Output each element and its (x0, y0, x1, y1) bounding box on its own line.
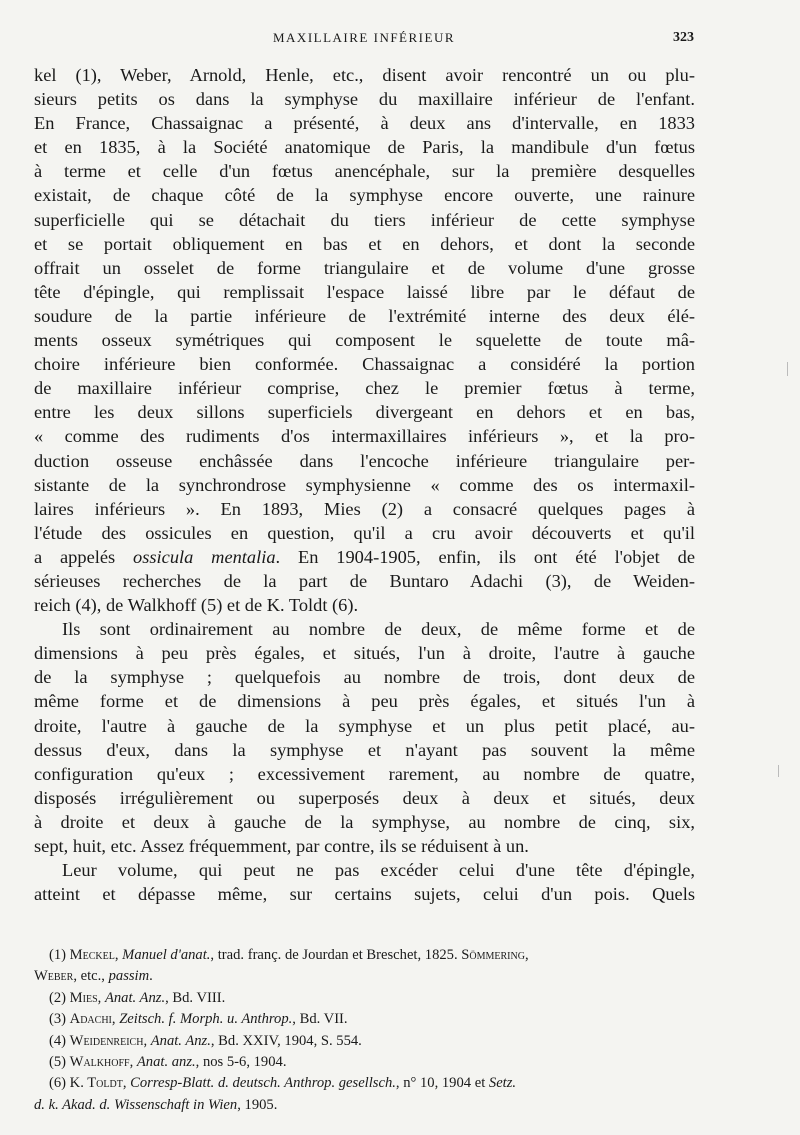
footnote-mark: (2) (49, 989, 70, 1006)
footnote-sep: , (143, 1032, 151, 1049)
footnote-title: Corresp-Blatt. d. deutsch. Anthrop. gesellsch. (130, 1075, 396, 1092)
footnote-1: (1) Meckel, Manuel d'anat., trad. franç. de Jourdan et Breschet, 1825. Sömmering, (49, 947, 529, 963)
footnote-sep: , (97, 989, 105, 1006)
text-line: laires inférieurs ». En 1893, Mies (2) a consacré quelques pages à (34, 498, 695, 519)
footnote-mark: (1) (49, 947, 70, 963)
text-line: sieurs petits os dans la symphyse du maxillaire inférieur de l'enfant. (34, 89, 695, 110)
footnote-title: Manuel d'anat. (122, 947, 211, 963)
text-line: tête d'épingle, qui remplissait l'espace laissé libre par le défaut de (34, 281, 695, 302)
text-line: sept, huit, etc. Assez fréquemment, par contre, ils se réduisent à un. (34, 836, 529, 856)
text-line: de maxillaire inférieur comprise, chez le premier fœtus à terme, (34, 378, 695, 399)
footnote-sep: , (111, 1011, 120, 1028)
footnote-5 (34, 1052, 695, 1073)
text-line: dimensions à peu près égales, et situés, l'un à droite, l'autre à gauche (34, 643, 695, 664)
footnote-3 (34, 1009, 695, 1030)
footnote-title: Setz. (488, 1075, 517, 1092)
text-segment: . En 1904-1905, enfin, ils ont été l'objet de (275, 546, 695, 567)
footnote-title: Zeitsch. f. Morph. u. Anthrop. (119, 1011, 293, 1028)
footnote-sep: , (129, 1054, 137, 1071)
footnote-rest: , 1905. (237, 1096, 278, 1113)
paragraph-2 (34, 617, 695, 858)
paragraph-1 (34, 63, 695, 617)
text-line: superficielle qui se détachait du tiers inférieur de cette symphyse (34, 209, 695, 230)
text-line (34, 545, 695, 569)
footnote-1-cont (34, 966, 695, 987)
footnote-title: Anat. Anz. (150, 1032, 211, 1049)
text-line: droite, l'autre à gauche de la symphyse et un plus petit placé, au- (34, 715, 695, 736)
text-line: de la symphyse ; quelquefois au nombre de trois, dont deux de (34, 667, 695, 688)
footnote-title: passim (108, 968, 150, 985)
footnote-rest: , nos 5-6, 1904. (195, 1054, 287, 1071)
footnote-author: Weber (34, 968, 74, 985)
text-line: à droite et deux à gauche de la symphyse, au nombre de cinq, six, (34, 811, 695, 832)
footnote-mark: (3) (49, 1011, 70, 1028)
text-line: atteint et dépasse même, sur certains sujets, celui d'un pois. Quels (34, 884, 695, 905)
footnote-rest: , Bd. VII. (292, 1011, 348, 1028)
running-title: MAXILLAIRE INFÉRIEUR (272, 30, 455, 45)
footnote-6-cont (34, 1095, 695, 1116)
text-line: offrait un osselet de forme triangulaire et de volume d'une grosse (34, 257, 695, 278)
footnote-4 (34, 1031, 695, 1052)
text-line: existait, de chaque côté de la symphyse encore ouverte, une rainure (34, 185, 695, 206)
main-text (34, 63, 695, 906)
text-line: à terme et celle d'un fœtus anencéphale, sur la première desquelles (34, 161, 695, 182)
paragraph-3 (34, 858, 695, 906)
page-number: 323 (673, 30, 694, 45)
text-line: même forme et de dimensions à peu près égales, et situés l'un à (34, 691, 695, 712)
text-line: sistante de la synchrondrose symphysienne « comme des os intermaxil- (34, 474, 695, 495)
footnote-author: K. Toldt (69, 1075, 123, 1092)
text-line: l'étude des ossicules en question, qu'il a cru avoir découverts et qu'il (34, 522, 695, 543)
italic-term: ossicula mentalia (133, 546, 276, 567)
footnote-author: Sömmering (461, 947, 525, 963)
text-line: entre les deux sillons superficiels divergeant en dehors et en bas, (34, 402, 695, 423)
footnote-mark: (5) (49, 1054, 70, 1071)
footnote-title: d. k. Akad. d. Wissenschaft in Wien (34, 1096, 238, 1113)
footnote-title: Anat. anz. (136, 1054, 196, 1071)
footnote-6 (34, 1073, 695, 1094)
text-line: choire inférieure bien conformée. Chassaignac a considéré la portion (34, 354, 695, 375)
footnote-author: Walkhoff (69, 1054, 130, 1071)
text-line: Ils sont ordinairement au nombre de deux, de même forme et de (62, 619, 695, 640)
text-line: disposés irrégulièrement ou superposés deux à deux et situés, deux (34, 787, 695, 808)
text-line: kel (1), Weber, Arnold, Henle, etc., disent avoir rencontré un ou plu- (34, 65, 695, 85)
footnote-author: Adachi (69, 1011, 112, 1028)
footnote-mark: (6) (49, 1075, 70, 1092)
footnote-rest: . (149, 968, 153, 985)
margin-mark (778, 765, 779, 777)
footnote-author: Weidenreich (69, 1032, 144, 1049)
text-segment: a appelés (34, 546, 134, 567)
text-line: dessus d'eux, dans la symphyse et n'ayant pas souvent la même (34, 739, 695, 760)
footnote-rest: , Bd. XXIV, 1904, S. 554. (210, 1032, 362, 1049)
text-line: configuration qu'eux ; excessivement rarement, au nombre de quatre, (34, 763, 695, 784)
footnote-rest: , trad. franç. de Jourdan et Breschet, 1825. (210, 947, 462, 963)
text-line: et en 1835, à la Société anatomique de Paris, la mandibule d'un fœtus (34, 137, 695, 158)
text-line: et se portait obliquement en bas et en dehors, et dont la seconde (34, 233, 695, 254)
text-line: Leur volume, qui peut ne pas excéder celui d'une tête d'épingle, (62, 860, 695, 881)
footnote-rest: , n° 10, 1904 et (395, 1075, 489, 1092)
text-line: reich (4), de Walkhoff (5) et de K. Toldt (6). (34, 595, 359, 616)
footnotes (34, 945, 695, 1116)
footnote-rest: , etc., (73, 968, 109, 985)
footnote-author: Mies (69, 989, 98, 1006)
margin-mark (787, 362, 788, 376)
footnote-sep: , (114, 947, 123, 963)
footnote-author: Meckel (69, 947, 115, 963)
text-line: soudure de la partie inférieure de l'extrémité interne des deux élé- (34, 305, 695, 326)
text-line: ments osseux symétriques qui composent le squelette de toute mâ- (34, 330, 695, 351)
footnote-title: Anat. Anz. (104, 989, 166, 1006)
text-line: En France, Chassaignac a présenté, à deux ans d'intervalle, en 1833 (34, 113, 695, 134)
footnote-rest: , Bd. VIII. (165, 989, 226, 1006)
footnote-2 (34, 988, 695, 1009)
footnote-sep: , (122, 1075, 131, 1092)
text-line: duction osseuse enchâssée dans l'encoche inférieure triangulaire per- (34, 450, 695, 471)
text-line: « comme des rudiments d'os intermaxillaires inférieurs », et la pro- (34, 426, 695, 447)
footnote-mark: (4) (49, 1032, 70, 1049)
page-header (34, 30, 694, 50)
text-line: sérieuses recherches de la part de Buntaro Adachi (3), de Weiden- (34, 570, 695, 591)
